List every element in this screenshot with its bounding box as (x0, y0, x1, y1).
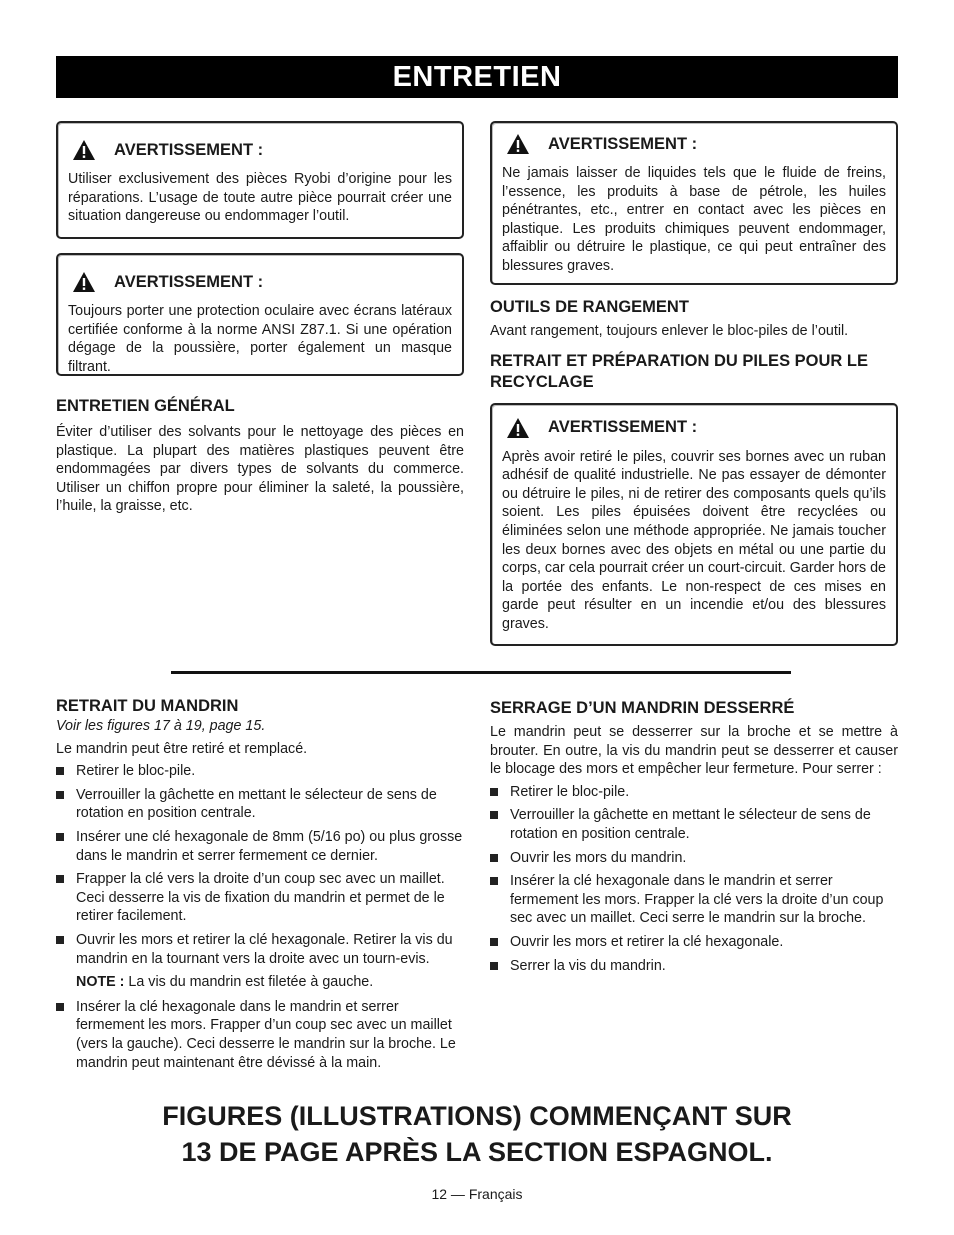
figures-notice-line: 13 DE PAGE APRÈS LA SECTION ESPAGNOL. (181, 1137, 773, 1167)
chuck-removal-intro: Le mandrin peut être retiré et remplacé. (56, 740, 308, 757)
section-divider (171, 671, 791, 674)
list-item: Ouvrir les mors et retirer la clé hexagonale. Retirer la vis du mandrin en la tournant vers la droite avec un tourn-evis. (56, 931, 464, 968)
warning-text: Après avoir retiré le piles, couvrir ses bornes avec un ruban adhésif de qualité industrielle. Ne pas essayer de démonter ou détruire le piles, ni de retirer des composants quels qu’ils soient. Les piles épuisées doivent être recyclées ou éliminées selon une méthode appropriée. Ne jamais toucher les deux bornes avec des objets en métal ou une partie du corps, car cela pourrait créer un court-circuit. Garder hors de la portée des enfants. Le non-respect de ces mises en garde peut résulter en un incendie et/ou des blessures graves. (502, 448, 886, 632)
warning-header (502, 417, 886, 439)
heading-battery-recycling: RETRAIT ET PRÉPARATION DU PILES POUR LE RECYCLAGE (490, 351, 868, 391)
warning-title: AVERTISSEMENT : (548, 418, 698, 437)
list-item: Insérer la clé hexagonale dans le mandrin et serrer fermement les mors. Frapper la clé vers la droite d’un coup sec avec un maillet. Ceci serre le mandrin sur la broche. (490, 872, 898, 928)
warning-triangle-icon (72, 139, 96, 161)
storage-text: Avant rangement, toujours enlever le bloc-piles de l’outil. (490, 323, 849, 339)
chuck-tightening-section (490, 698, 898, 980)
chuck-removal-steps (56, 762, 464, 968)
chuck-tightening-steps (490, 783, 898, 975)
figure-reference: Voir les figures 17 à 19, page 15. (56, 718, 266, 734)
warning-box-parts (56, 121, 464, 239)
warning-triangle-icon (72, 271, 96, 293)
list-item: Ouvrir les mors du mandrin. (490, 849, 898, 868)
heading-general-maintenance: ENTRETIEN GÉNÉRAL (56, 397, 235, 415)
chuck-tightening-intro: Le mandrin peut se desserrer sur la broche et se mettre à brouter. En outre, la vis du mandrin peut se desserrer et causer le blocage des mors et empêcher leur fermeture. Pour serrer : (490, 724, 898, 778)
left-column (56, 121, 464, 516)
warning-text: Utiliser exclusivement des pièces Ryobi d’origine pour les réparations. L’usage de toute autre pièce pourrait créer une situation dangereuse ou endommager l’outil. (68, 171, 452, 225)
chuck-removal-section (56, 696, 464, 1077)
warning-triangle-icon (506, 133, 530, 155)
right-column (490, 121, 898, 646)
note (56, 973, 464, 992)
list-item: Insérer une clé hexagonale de 8mm (5/16 po) ou plus grosse dans le mandrin et serrer fermement ce dernier. (56, 828, 464, 865)
warning-box-eye-protection (56, 253, 464, 376)
warning-title: AVERTISSEMENT : (114, 272, 264, 291)
heading-chuck-tightening: SERRAGE D’UN MANDRIN DESSERRÉ (490, 699, 795, 717)
warning-title: AVERTISSEMENT : (114, 140, 264, 159)
list-item: Frapper la clé vers la droite d’un coup sec avec un maillet. Ceci desserre la vis de fixation du mandrin et permet de le retirer facilement. (56, 870, 464, 926)
heading-storage: OUTILS DE RANGEMENT (490, 298, 689, 316)
figures-notice-line: FIGURES (ILLUSTRATIONS) COMMENÇANT SUR (162, 1101, 792, 1131)
note-text: La vis du mandrin est filetée à gauche. (124, 974, 374, 991)
page-footer: 12 — Français (431, 1186, 523, 1202)
warning-title: AVERTISSEMENT : (548, 134, 698, 153)
warning-text: Toujours porter une protection oculaire avec écrans latéraux certifiée conforme à la norme ANSI Z87.1. Si une opération dégage de la poussière, porter également un masque filtrant. (68, 303, 452, 375)
warning-box-liquids (490, 121, 898, 285)
general-maintenance-text: Éviter d’utiliser des solvants pour le nettoyage des pièces en plastique. La plupart des matières plastiques peuvent être endommagées par divers types de solvants du commerce. Utiliser un chiffon propre pour éliminer la saleté, la poussière, l’huile, la graisse, etc. (56, 424, 464, 515)
warning-box-battery (490, 403, 898, 646)
heading-chuck-removal: RETRAIT DU MANDRIN (56, 697, 239, 715)
warning-header (502, 133, 886, 155)
figures-notice (56, 1098, 898, 1170)
list-item: Verrouiller la gâchette en mettant le sélecteur de sens de rotation en position centrale. (56, 786, 464, 823)
list-item: Ouvrir les mors et retirer la clé hexagonale. (490, 933, 898, 952)
list-item: Verrouiller la gâchette en mettant le sélecteur de sens de rotation en position centrale. (490, 806, 898, 843)
list-item: Insérer la clé hexagonale dans le mandrin et serrer fermement les mors. Frapper d’un coup sec avec un maillet (vers la gauche). Ceci desserre le mandrin sur la broche. Le mandrin peut maintenant être dévissé à la main. (56, 998, 464, 1072)
list-item: Retirer le bloc-pile. (490, 783, 898, 802)
warning-text: Ne jamais laisser de liquides tels que le fluide de freins, l’essence, les produits à base de pétrole, les huiles pénétrantes, etc., entrer en contact avec les pièces en plastique. Les produits chimiques peuvent endommager, affaiblir ou détruire le plastique, ce qui peut entraîner des blessures graves. (502, 165, 886, 274)
warning-header (68, 139, 452, 161)
section-banner: ENTRETIEN (56, 56, 898, 98)
warning-triangle-icon (506, 417, 530, 439)
list-item: Serrer la vis du mandrin. (490, 957, 898, 976)
warning-header (68, 271, 452, 293)
list-item: Retirer le bloc-pile. (56, 762, 464, 781)
chuck-removal-final-step (56, 998, 464, 1072)
note-label: NOTE : (76, 974, 125, 991)
